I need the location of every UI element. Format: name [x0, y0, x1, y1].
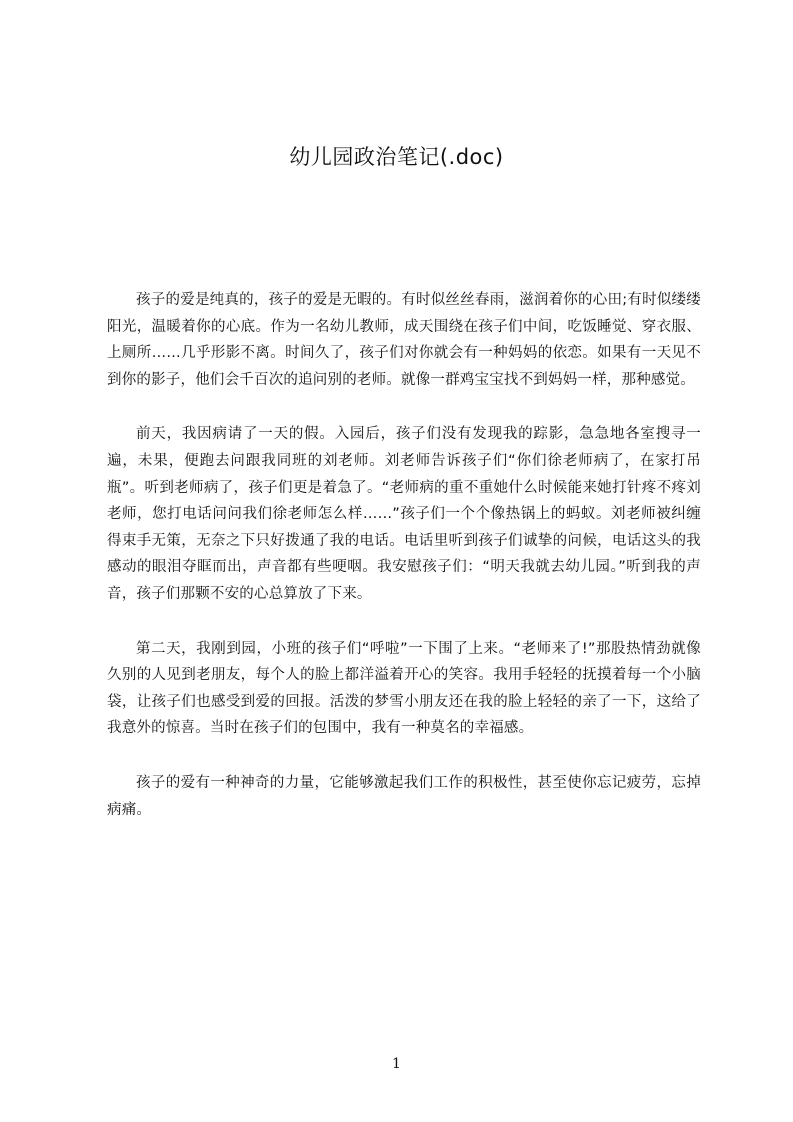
document-body [107, 287, 701, 851]
paragraph: 前天，我因病请了一天的假。入园后，孩子们没有发现我的踪影，急急地各室搜寻一遍，未果，便跑去问跟我同班的刘老师。刘老师告诉孩子们“你们徐老师病了，在家打吊瓶”。听到老师病了，孩子们更是着急了。“老师病的重不重她什么时候能来她打针疼不疼刘老师，您打电话问问我们徐老师怎么样……”孩子们一个个像热锅上的蚂蚁。刘老师被纠缠得束手无策，无奈之下只好拨通了我的电话。电话里听到孩子们诚挚的问候，电话这头的我感动的眼泪夺眶而出，声音都有些哽咽。我安慰孩子们：“明天我就去幼儿园。”听到我的声音，孩子们那颗不安的心总算放了下来。 [107, 426, 701, 602]
paragraph: 孩子的爱是纯真的，孩子的爱是无暇的。有时似丝丝春雨，滋润着你的心田;有时似缕缕阳光，温暖着你的心底。作为一名幼儿教师，成天围绕在孩子们中间，吃饭睡觉、穿衣服、上厕所……几乎形影不离。时间久了，孩子们对你就会有一种妈妈的依恋。如果有一天见不到你的影子，他们会千百次的追问别的老师。就像一群鸡宝宝找不到妈妈一样，那种感觉。 [107, 292, 701, 388]
paragraph: 孩子的爱有一种神奇的力量，它能够激起我们工作的积极性，甚至使你忘记疲劳，忘掉病痛。 [107, 774, 701, 818]
paragraph: 第二天，我刚到园，小班的孩子们“呼啦”一下围了上来。“老师来了!”那股热情劲就像久别的人见到老朋友，每个人的脸上都洋溢着开心的笑容。我用手轻轻的抚摸着每一个小脑袋，让孩子们也感受到爱的回报。活泼的梦雪小朋友还在我的脸上轻轻的亲了一下，这给了我意外的惊喜。当时在孩子们的包围中，我有一种莫名的幸福感。 [107, 640, 701, 737]
document-title: 幼儿园政治笔记(.doc) [289, 145, 504, 169]
page-number: 1 [392, 1056, 401, 1072]
